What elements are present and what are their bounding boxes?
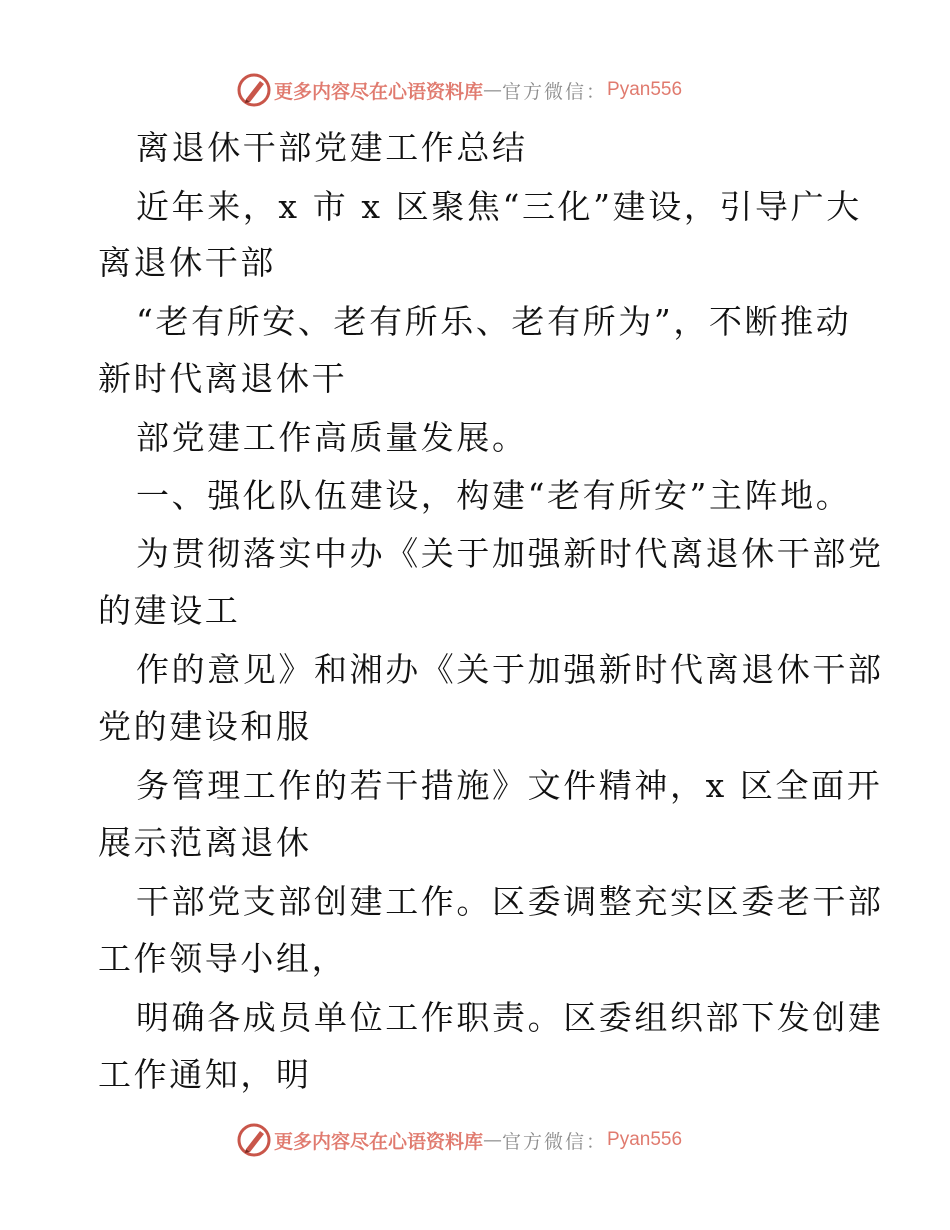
- paragraph-line: 党的建设和服: [98, 707, 312, 746]
- paragraph-line: 作的意见》和湘办《关于加强新时代离退休干部: [136, 650, 884, 689]
- paragraph-line: 新时代离退休干: [98, 359, 348, 398]
- paragraph-line: 工作通知，明: [98, 1055, 312, 1094]
- watermark-sub-text: 官方微信：: [502, 80, 608, 103]
- watermark-dash: —: [483, 1129, 503, 1151]
- paragraph-line: 近年来，x 市 x 区聚焦“三化”建设，引导广大: [136, 187, 862, 226]
- paragraph-line: 工作领导小组，: [98, 939, 348, 978]
- pen-logo-icon: [236, 1122, 272, 1158]
- section-heading: 一、强化队伍建设，构建“老有所安”主阵地。: [136, 476, 852, 515]
- document-title: 离退休干部党建工作总结: [136, 128, 528, 167]
- footer-watermark: [236, 1122, 682, 1158]
- watermark-wechat-id: Pyan556: [607, 79, 683, 100]
- paragraph-line: 为贯彻落实中办《关于加强新时代离退休干部党: [136, 534, 884, 573]
- paragraph-line: “老有所安、老有所乐、老有所为”，不断推动: [136, 302, 852, 341]
- watermark-main-text: 更多内容尽在心语资料库: [274, 80, 484, 103]
- pen-logo-icon: [236, 72, 272, 108]
- paragraph-line: 明确各成员单位工作职责。区委组织部下发创建: [136, 998, 884, 1037]
- paragraph-line: 展示范离退休: [98, 823, 312, 862]
- paragraph-line: 部党建工作高质量发展。: [136, 418, 528, 457]
- watermark-wechat-id: Pyan556: [607, 1129, 683, 1150]
- paragraph-line: 离退休干部: [98, 243, 276, 282]
- paragraph-line: 的建设工: [98, 591, 241, 630]
- watermark-main-text: 更多内容尽在心语资料库: [274, 1130, 484, 1153]
- paragraph-line: 务管理工作的若干措施》文件精神，x 区全面开: [136, 766, 883, 805]
- header-watermark: [236, 72, 682, 108]
- paragraph-line: 干部党支部创建工作。区委调整充实区委老干部: [136, 882, 884, 921]
- watermark-sub-text: 官方微信：: [502, 1130, 608, 1153]
- watermark-dash: —: [483, 79, 503, 101]
